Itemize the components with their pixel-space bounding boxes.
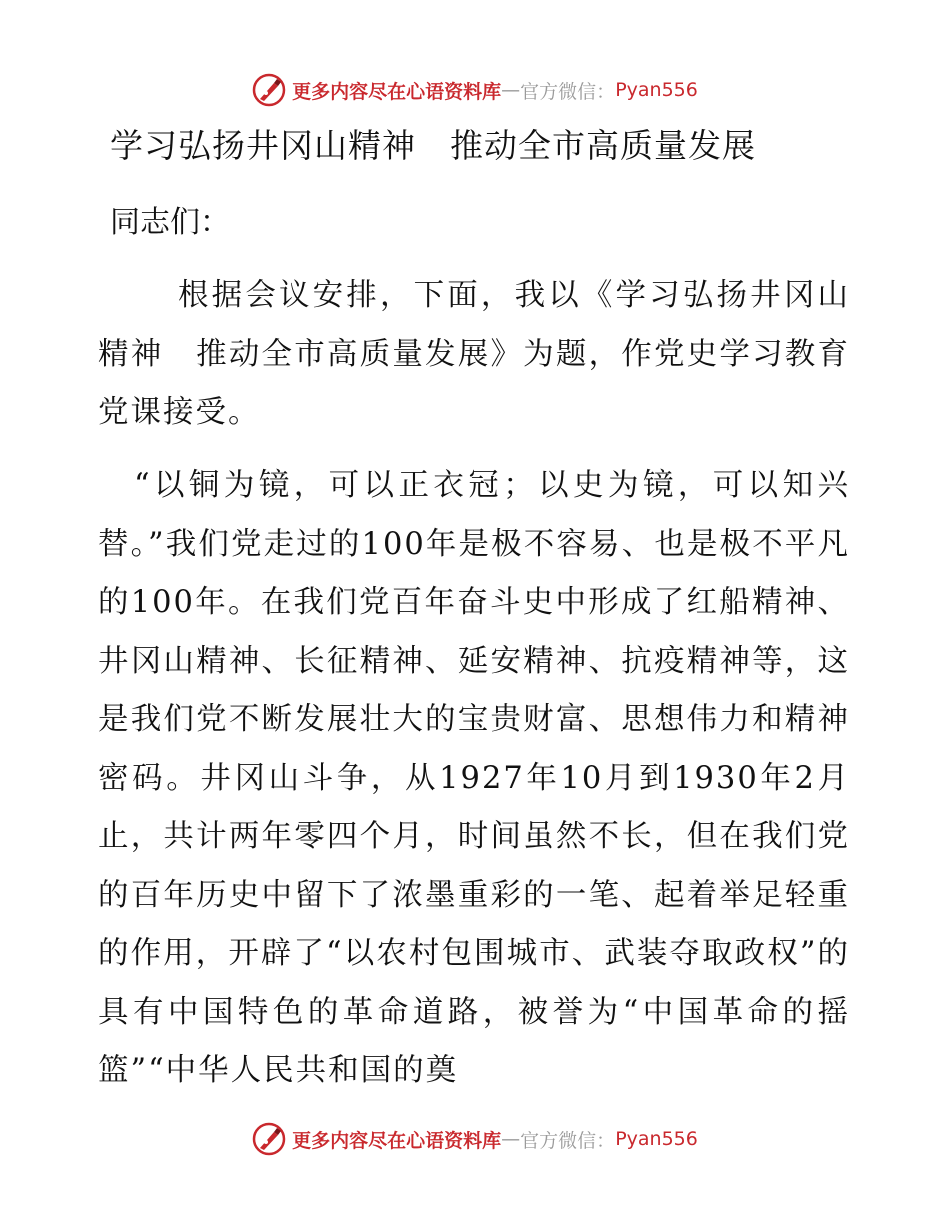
pen-logo-icon	[252, 1122, 286, 1156]
watermark-header	[0, 72, 950, 108]
watermark-label: 官方微信：	[520, 80, 616, 103]
greeting: 同志们：	[110, 205, 230, 240]
watermark-footer	[0, 1121, 950, 1157]
watermark-id: Pyan556	[615, 1128, 698, 1150]
watermark-text: 更多内容尽在心语资料库	[292, 1129, 502, 1152]
watermark-id: Pyan556	[615, 79, 698, 101]
paragraph-2: “以铜为镜，可以正衣冠；以史为镜，可以知兴替。”我们党走过的100年是极不容易、也是极不平凡的100年。在我们党百年奋斗史中形成了红船精神、井冈山精神、长征精神、延安精神、抗疫精神等，这是我们党不断发展壮大的宝贵财富、思想伟力和精神密码。井冈山斗争，从1927年10月到1930年2月止，共计两年零四个月，时间虽然不长，但在我们党的百年历史中留下了浓墨重彩的一笔、起着举足轻重的作用，开辟了“以农村包围城市、武装夺取政权”的具有中国特色的革命道路，被誉为“中国革命的摇篮”“中华人民共和国的奠	[98, 468, 850, 1088]
watermark-separator: —	[501, 1128, 521, 1150]
pen-logo-icon	[252, 73, 286, 107]
watermark-text: 更多内容尽在心语资料库	[292, 80, 502, 103]
watermark-label: 官方微信：	[520, 1129, 616, 1152]
watermark-separator: —	[501, 79, 521, 101]
paragraph-1: 根据会议安排，下面，我以《学习弘扬井冈山精神 推动全市高质量发展》为题，作党史学习教育党课接受。	[98, 278, 850, 430]
document-title: 学习弘扬井冈山精神 推动全市高质量发展	[110, 126, 756, 165]
